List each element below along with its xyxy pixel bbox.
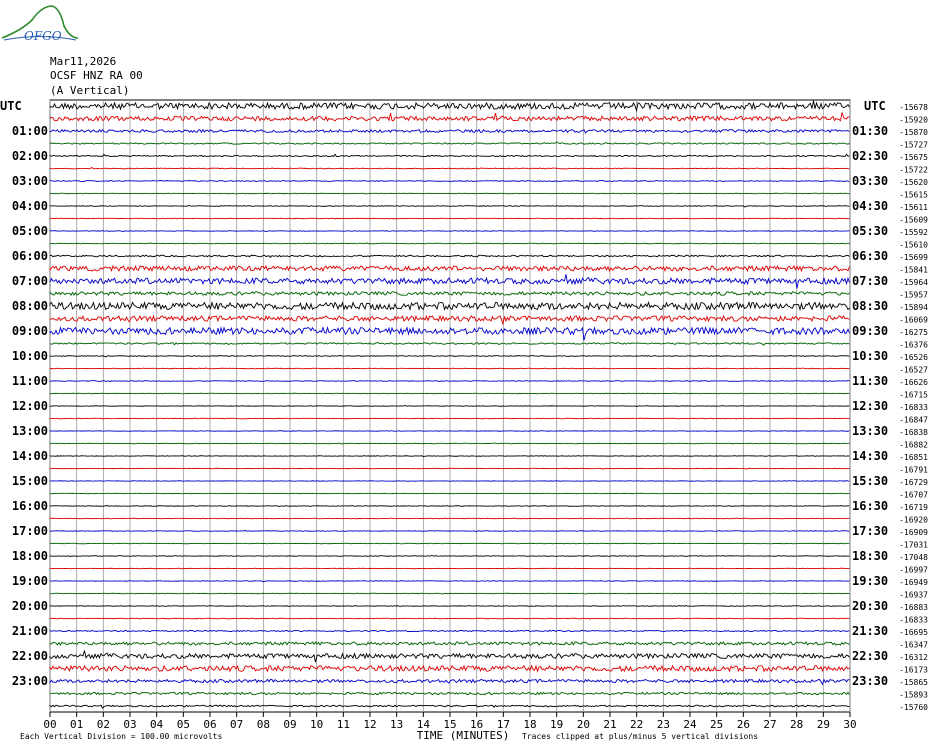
trace-offset-label: -16838 xyxy=(899,428,928,437)
seismic-trace xyxy=(50,493,850,494)
right-hour-label: 14:30 xyxy=(852,449,889,463)
grid-layer xyxy=(50,100,850,717)
station-label: OCSF HNZ RA 00 xyxy=(50,69,143,82)
trace-offset-label: -16833 xyxy=(899,615,928,625)
left-hour-label: 17:00 xyxy=(11,524,48,538)
left-hour-label: 23:00 xyxy=(11,674,48,688)
trace-offset-label: -16851 xyxy=(899,453,928,462)
x-tick-label: 07 xyxy=(230,718,244,731)
trace-offset-label: -16275 xyxy=(899,328,928,337)
left-hour-label: 08:00 xyxy=(11,299,48,313)
left-hour-label: 09:00 xyxy=(11,324,48,338)
left-hour-label: 22:00 xyxy=(11,649,48,663)
trace-offset-label: -16882 xyxy=(899,440,928,450)
left-hour-label: 01:00 xyxy=(11,124,48,138)
x-tick-label: 17 xyxy=(496,718,510,731)
trace-offset-label: -15609 xyxy=(899,215,928,225)
x-tick-label: 02 xyxy=(96,718,110,731)
left-hour-label: 16:00 xyxy=(11,499,48,513)
trace-offset-label: -15964 xyxy=(899,278,928,287)
trace-offset-label: -16695 xyxy=(899,628,928,637)
right-hour-label: 10:30 xyxy=(852,349,889,363)
trace-offset-label: -16833 xyxy=(899,403,928,412)
trace-offset-label: -16707 xyxy=(899,490,928,500)
left-hour-label: 05:00 xyxy=(11,224,48,238)
trace-offset-label: -17048 xyxy=(899,553,928,562)
trace-offset-label: -16847 xyxy=(899,415,928,425)
trace-offset-label: -16997 xyxy=(899,565,928,575)
trace-offset-label: -15865 xyxy=(899,678,928,687)
seismic-trace xyxy=(50,568,850,569)
trace-offset-label: -15678 xyxy=(899,103,928,112)
x-tick-label: 23 xyxy=(656,718,670,731)
x-tick-label: 04 xyxy=(150,718,164,731)
trace-offset-label: -16173 xyxy=(899,665,928,675)
trace-offset-label: -16527 xyxy=(899,365,928,375)
trace-offset-label: -15727 xyxy=(899,140,928,150)
trace-offset-label: -15760 xyxy=(899,703,928,712)
left-hour-label: 15:00 xyxy=(11,474,48,488)
left-utc-header: UTC xyxy=(0,99,22,113)
trace-offset-label: -15675 xyxy=(899,153,928,162)
trace-offset-label: -15920 xyxy=(899,115,928,125)
trace-offset-label: -16920 xyxy=(899,515,928,525)
trace-offset-label: -15841 xyxy=(899,265,928,275)
right-hour-label: 07:30 xyxy=(852,274,889,288)
left-hour-label: 11:00 xyxy=(11,374,48,388)
trace-offset-label: -16312 xyxy=(899,653,928,662)
trace-offset-label: -16719 xyxy=(899,503,928,512)
x-tick-label: 29 xyxy=(816,718,830,731)
trace-offset-label: -16376 xyxy=(899,340,928,350)
x-tick-label: 18 xyxy=(523,718,537,731)
x-tick-label: 12 xyxy=(363,718,377,731)
right-hour-label: 06:30 xyxy=(852,249,889,263)
trace-offset-label: -15611 xyxy=(899,203,928,212)
seismic-trace xyxy=(50,506,850,507)
x-tick-label: 08 xyxy=(256,718,270,731)
left-hour-label: 04:00 xyxy=(11,199,48,213)
trace-offset-label: -17031 xyxy=(899,540,928,550)
right-hour-label: 05:30 xyxy=(852,224,889,238)
x-axis-title: TIME (MINUTES) xyxy=(416,729,510,742)
left-hour-label: 19:00 xyxy=(11,574,48,588)
seismic-trace xyxy=(50,630,850,631)
right-hour-label: 11:30 xyxy=(852,374,889,388)
right-hour-label: 01:30 xyxy=(852,124,889,138)
trace-offset-label: -15722 xyxy=(899,165,928,175)
x-tick-label: 13 xyxy=(390,718,404,731)
left-hour-label: 10:00 xyxy=(11,349,48,363)
right-hour-label: 02:30 xyxy=(852,149,889,163)
right-hour-label: 17:30 xyxy=(852,524,889,538)
trace-offset-label: -15620 xyxy=(899,178,928,187)
right-hour-label: 04:30 xyxy=(852,199,889,213)
right-hour-label: 15:30 xyxy=(852,474,889,488)
left-hour-label: 18:00 xyxy=(11,549,48,563)
component-label: (A Vertical) xyxy=(50,84,130,97)
right-hour-label: 13:30 xyxy=(852,424,889,438)
x-tick-label: 00 xyxy=(43,718,57,731)
x-tick-label: 15 xyxy=(443,718,457,731)
x-tick-label: 25 xyxy=(710,718,724,731)
x-tick-label: 19 xyxy=(550,718,564,731)
x-tick-label: 28 xyxy=(790,718,804,731)
trace-offset-label: -15699 xyxy=(899,253,928,262)
trace-offset-label: -15957 xyxy=(899,290,928,300)
trace-offset-label: -16949 xyxy=(899,578,928,587)
left-hour-label: 14:00 xyxy=(11,449,48,463)
trace-offset-label: -15615 xyxy=(899,190,928,200)
scale-note: Each Vertical Division = 100.00 microvolts xyxy=(20,732,223,741)
right-hour-label: 22:30 xyxy=(852,649,889,663)
left-hour-label: 21:00 xyxy=(11,624,48,638)
seismic-trace xyxy=(50,543,850,544)
x-tick-label: 20 xyxy=(576,718,590,731)
x-tick-label: 22 xyxy=(630,718,644,731)
x-tick-label: 30 xyxy=(843,718,857,731)
left-hour-label: 06:00 xyxy=(11,249,48,263)
right-utc-header: UTC xyxy=(864,99,886,113)
x-tick-label: 24 xyxy=(683,718,697,731)
left-hour-label: 13:00 xyxy=(11,424,48,438)
x-tick-label: 27 xyxy=(763,718,777,731)
x-tick-label: 10 xyxy=(310,718,324,731)
trace-offset-label: -16347 xyxy=(899,640,928,650)
right-hour-label: 09:30 xyxy=(852,324,889,338)
x-tick-label: 03 xyxy=(123,718,137,731)
right-hour-label: 19:30 xyxy=(852,574,889,588)
seismic-trace xyxy=(50,418,850,419)
right-hour-label: 18:30 xyxy=(852,549,889,563)
x-tick-label: 09 xyxy=(283,718,297,731)
x-tick-label: 05 xyxy=(176,718,190,731)
right-hour-label: 23:30 xyxy=(852,674,889,688)
label-layer xyxy=(0,99,928,742)
left-hour-label: 12:00 xyxy=(11,399,48,413)
seismic-trace xyxy=(50,231,850,232)
seismic-trace xyxy=(50,193,850,194)
right-hour-label: 12:30 xyxy=(852,399,889,413)
left-hour-label: 03:00 xyxy=(11,174,48,188)
x-tick-label: 01 xyxy=(70,718,84,731)
trace-offset-label: -16937 xyxy=(899,590,928,600)
x-tick-label: 16 xyxy=(470,718,484,731)
left-hour-label: 07:00 xyxy=(11,274,48,288)
trace-offset-label: -16883 xyxy=(899,603,928,612)
trace-offset-label: -16715 xyxy=(899,390,928,400)
x-tick-label: 11 xyxy=(336,718,350,731)
trace-offset-label: -16729 xyxy=(899,478,928,487)
trace-offset-label: -15893 xyxy=(899,690,928,700)
right-hour-label: 21:30 xyxy=(852,624,889,638)
logo-text: OFGO xyxy=(24,29,62,43)
trace-offset-label: -15592 xyxy=(899,228,928,237)
trace-offset-label: -16626 xyxy=(899,378,928,387)
trace-offset-label: -16069 xyxy=(899,315,928,325)
trace-offset-label: -16526 xyxy=(899,353,928,362)
x-tick-label: 21 xyxy=(603,718,617,731)
x-tick-label: 26 xyxy=(736,718,750,731)
trace-offset-label: -15870 xyxy=(899,128,928,137)
right-hour-label: 20:30 xyxy=(852,599,889,613)
left-hour-label: 20:00 xyxy=(11,599,48,613)
left-hour-label: 02:00 xyxy=(11,149,48,163)
right-hour-label: 03:30 xyxy=(852,174,889,188)
date-label: Mar11,2026 xyxy=(50,55,117,68)
x-tick-label: 06 xyxy=(203,718,217,731)
trace-offset-label: -15894 xyxy=(899,303,928,312)
right-hour-label: 08:30 xyxy=(852,299,889,313)
seismic-trace xyxy=(50,218,850,219)
trace-offset-label: -16909 xyxy=(899,528,928,537)
trace-offset-label: -16791 xyxy=(899,465,928,475)
clip-note: Traces clipped at plus/minus 5 vertical divisions xyxy=(522,732,759,741)
right-hour-label: 16:30 xyxy=(852,499,889,513)
x-tick-label: 14 xyxy=(416,718,430,731)
trace-offset-label: -15610 xyxy=(899,240,928,250)
seismic-trace xyxy=(50,431,850,432)
